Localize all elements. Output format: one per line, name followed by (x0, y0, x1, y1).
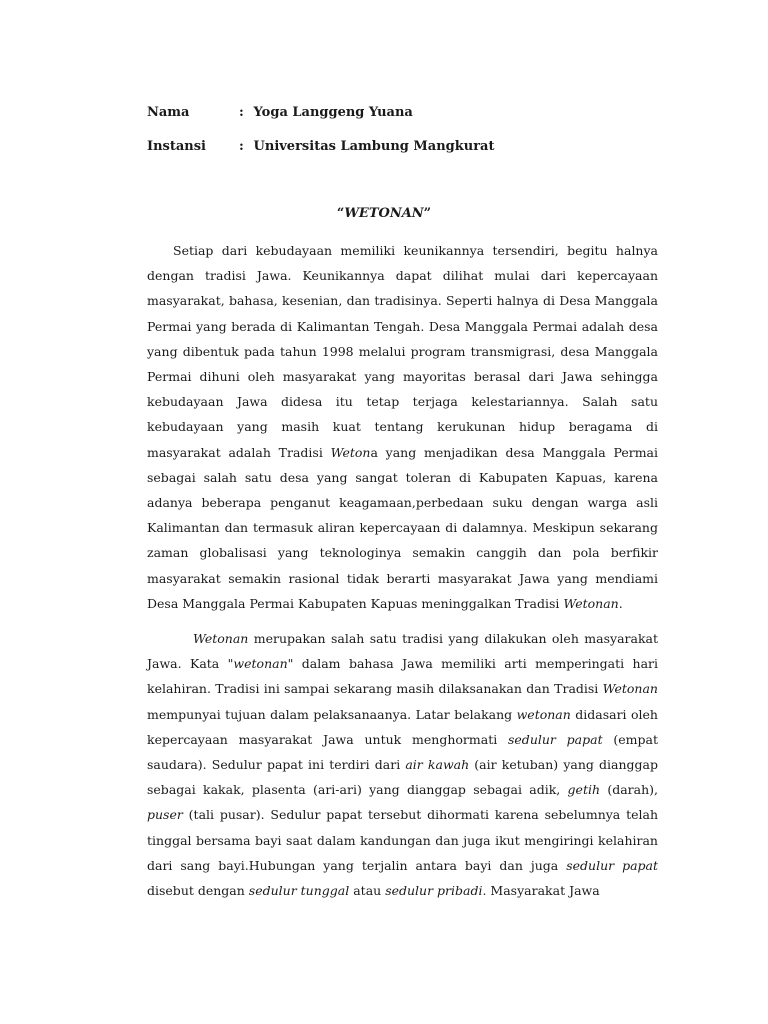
name-value: Yoga Langgeng Yuana (253, 105, 413, 120)
p2-italic-4: wetonan (516, 706, 571, 722)
p2-text-2: " dalam bahasa Jawa memiliki arti memperingati hari kelahiran. Tradisi ini sampai sekarang masih dilaksanakan dan Tradisi (147, 656, 658, 697)
p2-italic-6: air kawah (405, 757, 470, 773)
p2-text-6: (air ketuban) yang dianggap sebagai kakak, plasenta (ari-ari) yang dianggap sebagai adik, (147, 757, 658, 798)
p2-text-10: atau (349, 883, 386, 899)
p2-italic-7: getih (567, 782, 601, 798)
p2-italic-5: sedulur papat (508, 731, 603, 747)
name-label: Nama (147, 105, 190, 120)
p2-italic-2: wetonan (233, 656, 288, 672)
p2-italic-10: sedulur tunggal (248, 883, 350, 899)
p1-text-2: a yang menjadikan desa Manggala Permai sebagai salah satu desa yang sangat toleran di Kabupaten Kapuas, karena adanya beberapa penganut keagamaan,perbedaan suku dengan warga asli Kalimantan dan termasuk aliran kepercayaan di dalamnya. Meskipun sekarang zaman globalisasi yang teknologinya semakin canggih dan pola berfikir masyarakat semakin rasional tidak berarti masyarakat Jawa yang mendiami Desa Manggala Permai Kabupaten Kapuas meninggalkan Tradisi (147, 444, 659, 611)
p2-italic-9: sedulur papat (566, 857, 659, 873)
paragraph-1 (147, 238, 658, 616)
p2-text-4: didasari oleh kepercayaan masyarakat Jawa untuk menghormati (147, 706, 658, 747)
p2-text-8: (tali pusar). Sedulur papat tersebut dihormati karena sebelumnya telah tinggal bersama bayi saat dalam kandungan dan juga ikut mengiringi kelahiran dari sang bayi.Hubungan yang terjalin antara bayi dan juga (147, 807, 658, 873)
p2-italic-11: sedulur pribadi (385, 883, 483, 899)
name-separator: : (239, 105, 244, 120)
p2-text-3: mempunyai tujuan dalam pelaksanaanya. Latar belakang (147, 706, 517, 722)
p1-text-1: Setiap dari kebudayaan memiliki keunikannya tersendiri, begitu halnya dengan tradisi Jawa. Keunikannya dapat dilihat mulai dari kepercayaan masyarakat, bahasa, kesenian, dan tradisinya. Seperti halnya di Desa Manggala Permai yang berada di Kalimantan Tengah. Desa Manggala Permai adalah desa yang dibentuk pada tahun 1998 melalui program transmigrasi, desa Manggala Permai dihuni oleh masyarakat yang mayoritas berasal dari Jawa sehingga kebudayaan Jawa didesa itu tetap terjaga kelestariannya. Salah satu kebudayaan yang masih kuat tentang kerukunan hidup beragama di masyarakat adalah Tradisi (147, 243, 658, 460)
paragraph-2 (147, 626, 658, 903)
title-close-quote: ” (423, 206, 432, 221)
title-text: WETONAN (344, 206, 424, 221)
p2-text-9: disebut dengan (147, 883, 249, 899)
p2-italic-1: Wetonan (193, 631, 249, 646)
document-title (0, 206, 768, 221)
p2-text-1: merupakan salah satu tradisi yang dilakukan oleh masyarakat Jawa. Kata " (147, 631, 658, 672)
institution-separator: : (239, 139, 244, 154)
p2-italic-8: puser (147, 807, 183, 823)
title-open-quote: “ (336, 206, 345, 221)
name-row (147, 105, 413, 121)
p1-italic-2: Wetonan (563, 595, 619, 611)
p1-italic-1: Weton (330, 444, 371, 460)
p1-text-3: . (618, 595, 623, 611)
institution-label: Instansi (147, 139, 206, 154)
p2-italic-3: Wetonan (602, 681, 658, 697)
p2-text-7: (darah), (600, 782, 658, 798)
institution-value: Universitas Lambung Mangkurat (253, 139, 495, 154)
p2-text-5: (empat saudara). Sedulur papat ini terdiri dari (147, 731, 658, 773)
p2-text-11: . Masyarakat Jawa (482, 883, 600, 899)
institution-row (147, 139, 494, 155)
